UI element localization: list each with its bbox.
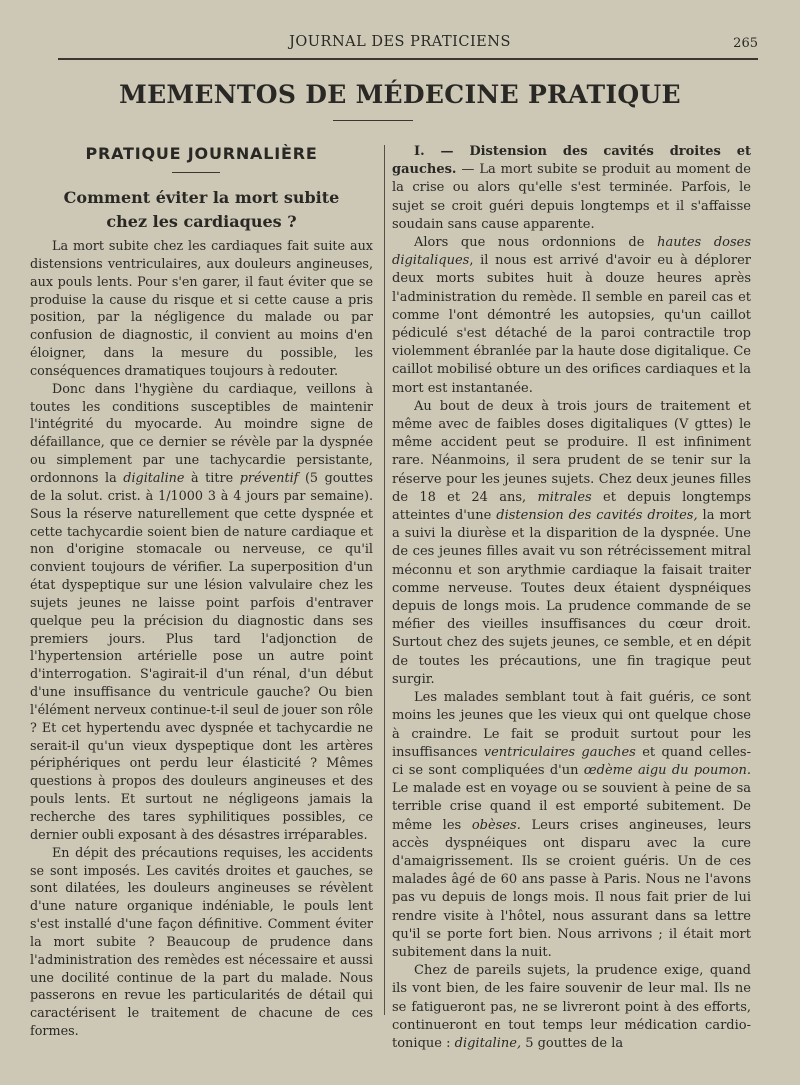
emphasis: préventif (239, 470, 299, 486)
text-run: et depuis longtemps atteintes d'une (392, 489, 751, 524)
journal-title: JOURNAL DES PRATICIENS (289, 34, 511, 50)
text-run: la mort a suivi la diurèse et la disparition de la dyspnée. Une de ces jeunes filles avait vu son rétrécissement mitral méconnu et son arythmie cardiaque la faisait traiter comme nerveuse. Toutes deux étaient dyspnéiques depuis de longs mois. La prudence commande de se méfier des vieilles insuffisances du cœur droit. Surtout chez des sujets jeunes, ce semble, et en dépit de toutes les précautions, une fin tragique peut surgir. (392, 508, 751, 687)
article-title-line1: Comment éviter la mort subite (63, 188, 340, 207)
paragraph: En dépit des précautions requises, les accidents se sont imposés. Les cavités droites et gauches, se sont dilatées, les douleurs angineuses se révèlent d'une nature organique indéniable, le pouls lent s'est installé d'une façon définitive. Comment éviter la mort subite ? Beaucoup de prudence dans l'administration des remèdes est nécessaire et aussi une docilité continue de la part du malade. Nous passerons en revue les particularités de détail qui caractérisent le traitement de chacune de ces formes. (30, 845, 373, 1040)
paragraph: La mort subite chez les cardiaques fait suite aux distensions ventriculaires, aux douleurs angineuses, aux pouls lents. Pour s'en garer, il faut éviter que se produise la cause du risque et si cette cause a pris position, par la négligence du malade ou par confusion de diagnostic, il convient au moins d'en éloigner, dans la mesure du possible, les conséquences dramatiques toujours à redouter. (30, 239, 373, 379)
paragraph (392, 398, 751, 689)
text-run: Alors que nous ordonnions de (414, 235, 658, 251)
emphasis: ventriculaires gauches (483, 744, 636, 760)
emphasis: digitaline (123, 470, 185, 486)
section-heading: PRATIQUE JOURNALIÈRE (85, 144, 318, 163)
left-column (30, 238, 373, 1041)
text-run: (5 gouttes de la solut. crist. à 1/1000 3 à 4 jours par semaine). Sous la réserve naturellement que cette dyspnée et cette tachycardie soient bien de nature cardiaque et non d'origine stomacale ou nerveuse, ce qu'il convient toujours de vérifier. La superposition d'un état dyspeptique sur une lésion valvulaire chez les sujets jeunes ne laisse point parfois d'entraver quelque peu la précision du diagnostic dans ses premiers jours. Plus tard l'adjonction de l'hypertension artérielle pose un autre point d'interrogation. S'agirait-il d'un rénal, d'un début d'une insuffisance du ventricule gauche? Ou bien l'élément nerveux continue-t-il seul de jouer son rôle ? Et cet hypertendu avec dyspnée et tachycardie ne serait-il qu'un vieux dyspeptique dont les artères périphériques ont perdu leur élasticité ? Mêmes questions à propos des douleurs angineuses et des pouls lents. Et surtout ne négligeons jamais la recherche des tares syphilitiques possibles, ce dernier oubli exposant à des désastres irréparables. (30, 470, 374, 843)
title-rule (333, 120, 413, 121)
running-head (0, 34, 800, 56)
text-run: 5 gouttes de la (521, 1035, 624, 1051)
text-run: — La mort subite se produit au moment de la crise ou alors qu'elle s'est terminée. Parfois, le sujet se croit guéri depuis longtemps et il s'affaisse soudain sans cause apparente. (392, 162, 751, 232)
text-run: Le malade est en voyage ou se souvient à peine de sa terrible crise quand il est emporté subitement. De même les (392, 781, 751, 833)
text-run: Les malades semblant tout à fait guéris, ce sont moins les jeunes que les vieux qui ont quelque chose à craindre. Le fait se produit surtout pour les insuffisances (392, 690, 751, 760)
column-divider (384, 145, 385, 1015)
emphasis: digitaline, (454, 1035, 522, 1051)
emphasis: distension des cavités droites, (496, 508, 698, 524)
subsection-heading: I. — Distension des cavités droites et gauches. (392, 144, 751, 178)
paragraph (392, 689, 751, 962)
text-run: Donc dans l'hygiène du cardiaque, veillons à toutes les conditions susceptibles de maintenir l'intégrité du myocarde. Au moindre signe de défaillance, que ce dernier se révèle par la dyspnée ou simplement par une tachycardie persistante, ordonnons la (30, 381, 373, 486)
paragraph (392, 143, 751, 234)
text-run: Leurs crises angineuses, leurs accès dyspnéiques ont disparu avec la cure d'amaigrissement. Ils se croient guéris. Un de ces malades âgé de 60 ans passe à Paris. Nous ne l'avons pas vu depuis de longs mois. Il nous fait prier de lui rendre visite à l'hôtel, nous assurant dans sa lettre qu'il se porte fort bien. Nous arrivons ; il était mort subitement dans la nuit. (392, 817, 752, 960)
page-number: 265 (733, 36, 758, 51)
paragraph (392, 962, 751, 1053)
header-rule (58, 58, 758, 60)
section-rule (172, 172, 220, 173)
emphasis: obèses. (471, 817, 521, 833)
article-title (30, 186, 373, 234)
paragraph (30, 381, 373, 845)
emphasis: œdème aigu du poumon. (583, 762, 751, 778)
text-run: Au bout de deux à trois jours de traitement et même avec de faibles doses digitaliques (V gttes) le même accident peut se produire. Il est infiniment rare. Néanmoins, il sera prudent de se tenir sur la réserve pour les jeunes sujets. Chez deux jeunes filles de 18 et 24 ans, (392, 398, 751, 505)
page-title: MEMENTOS DE MÉDECINE PRATIQUE (119, 80, 681, 109)
right-column (392, 143, 751, 1053)
article-title-line2: chez les cardiaques ? (106, 212, 297, 231)
text-run: Chez de pareils sujets, la prudence exige, quand ils vont bien, de les faire souvenir de leur mal. Ils ne se fatigueront pas, ne se livreront point à des efforts, continueront en tout temps leur médication cardio-tonique : (392, 963, 751, 1051)
text-run: et quand celles-ci se sont compliquées d'un (392, 744, 751, 778)
text-run: , il nous est arrivé d'avoir eu à déplorer deux morts subites huit à douze heures après l'administration du remède. Il semble en pareil cas et comme l'ont démontré les autopsies, qu'un caillot pédiculé s'est détaché de la paroi contractile trop violemment ébranlée par la haute dose digitalique. Ce caillot mobilisé obture un des orifices cardiaques et la mort est instantanée. (392, 253, 751, 396)
text-run: à titre (184, 470, 240, 486)
emphasis: hautes doses digitaliques (392, 235, 752, 269)
emphasis: mitrales (537, 489, 592, 505)
paragraph (392, 234, 751, 398)
